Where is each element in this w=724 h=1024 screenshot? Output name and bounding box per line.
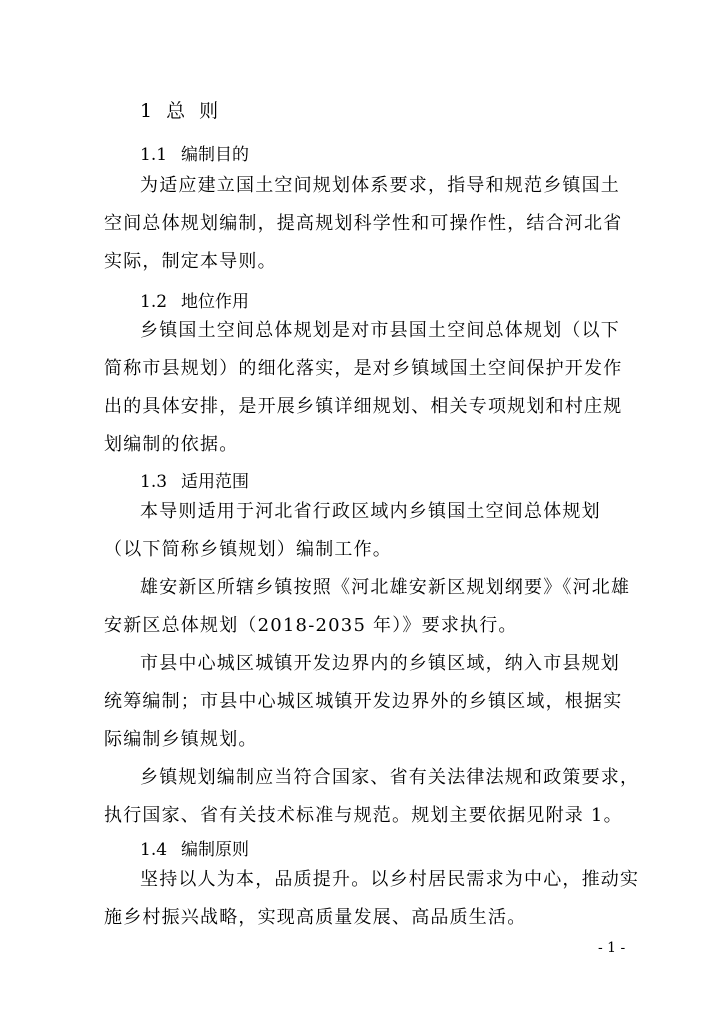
paragraph-line: 乡镇规划编制应当符合国家、省有关法律法规和政策要求， [140,767,640,788]
section-heading-1-2 [140,287,249,312]
paragraph-scope-2 [104,569,632,645]
paragraph-line: 为适应建立国土空间规划体系要求，指导和规范乡镇国土 [140,175,620,196]
section-title-text: 地位作用 [181,292,250,312]
paragraph-line: 划编制的依据。 [104,434,239,455]
paragraph-line: 出的具体安排，是开展乡镇详细规划、相关专项规划和村庄规 [104,396,623,417]
paragraph-principles [104,861,640,937]
chapter-title: 1 总 则 [140,100,223,122]
paragraph-line: 际编制乡镇规划。 [104,729,258,750]
paragraph-scope-1 [104,493,632,569]
section-number: 1.2 [140,292,168,312]
section-heading-1-4 [140,835,249,860]
paragraph-role [104,312,632,464]
paragraph-line: 市县中心城区城镇开发边界内的乡镇区域，纳入市县规划 [140,653,620,674]
section-title-text: 编制原则 [181,840,250,860]
section-heading-1-3 [140,467,249,492]
paragraph-line: 实际，制定本导则。 [104,251,277,272]
paragraph-scope-4 [104,759,640,835]
paragraph-line: 雄安新区所辖乡镇按照《河北雄安新区规划纲要》《河北雄 [140,577,631,598]
paragraph-purpose [104,167,632,281]
paragraph-line: 坚持以人为本，品质提升。以乡村居民需求为中心，推动实 [140,869,640,890]
section-title-text: 适用范围 [181,472,250,492]
paragraph-line: （以下简称乡镇规划）编制工作。 [104,539,392,560]
page-number: - 1 - [598,940,626,956]
paragraph-line: 统筹编制；市县中心城区城镇开发边界外的乡镇区域，根据实 [104,691,623,712]
section-number: 1.4 [140,840,168,860]
section-number: 1.1 [140,145,168,165]
paragraph-line: 空间总体规划编制，提高规划科学性和可操作性，结合河北省 [104,213,623,234]
paragraph-line: 安新区总体规划（2018-2035 年）》要求执行。 [104,615,518,636]
paragraph-scope-3 [104,645,632,759]
paragraph-line: 本导则适用于河北省行政区域内乡镇国土空间总体规划 [140,501,601,522]
paragraph-line: 乡镇国土空间总体规划是对市县国土空间总体规划（以下 [140,320,620,341]
paragraph-line: 简称市县规划）的细化落实，是对乡镇域国土空间保护开发作 [104,358,623,379]
section-number: 1.3 [140,472,168,492]
paragraph-line: 执行国家、省有关技术标准与规范。规划主要依据见附录 1。 [104,805,623,826]
section-title-text: 编制目的 [181,145,250,165]
paragraph-line: 施乡村振兴战略，实现高质量发展、高品质生活。 [104,907,527,928]
section-heading-1-1 [140,140,249,165]
